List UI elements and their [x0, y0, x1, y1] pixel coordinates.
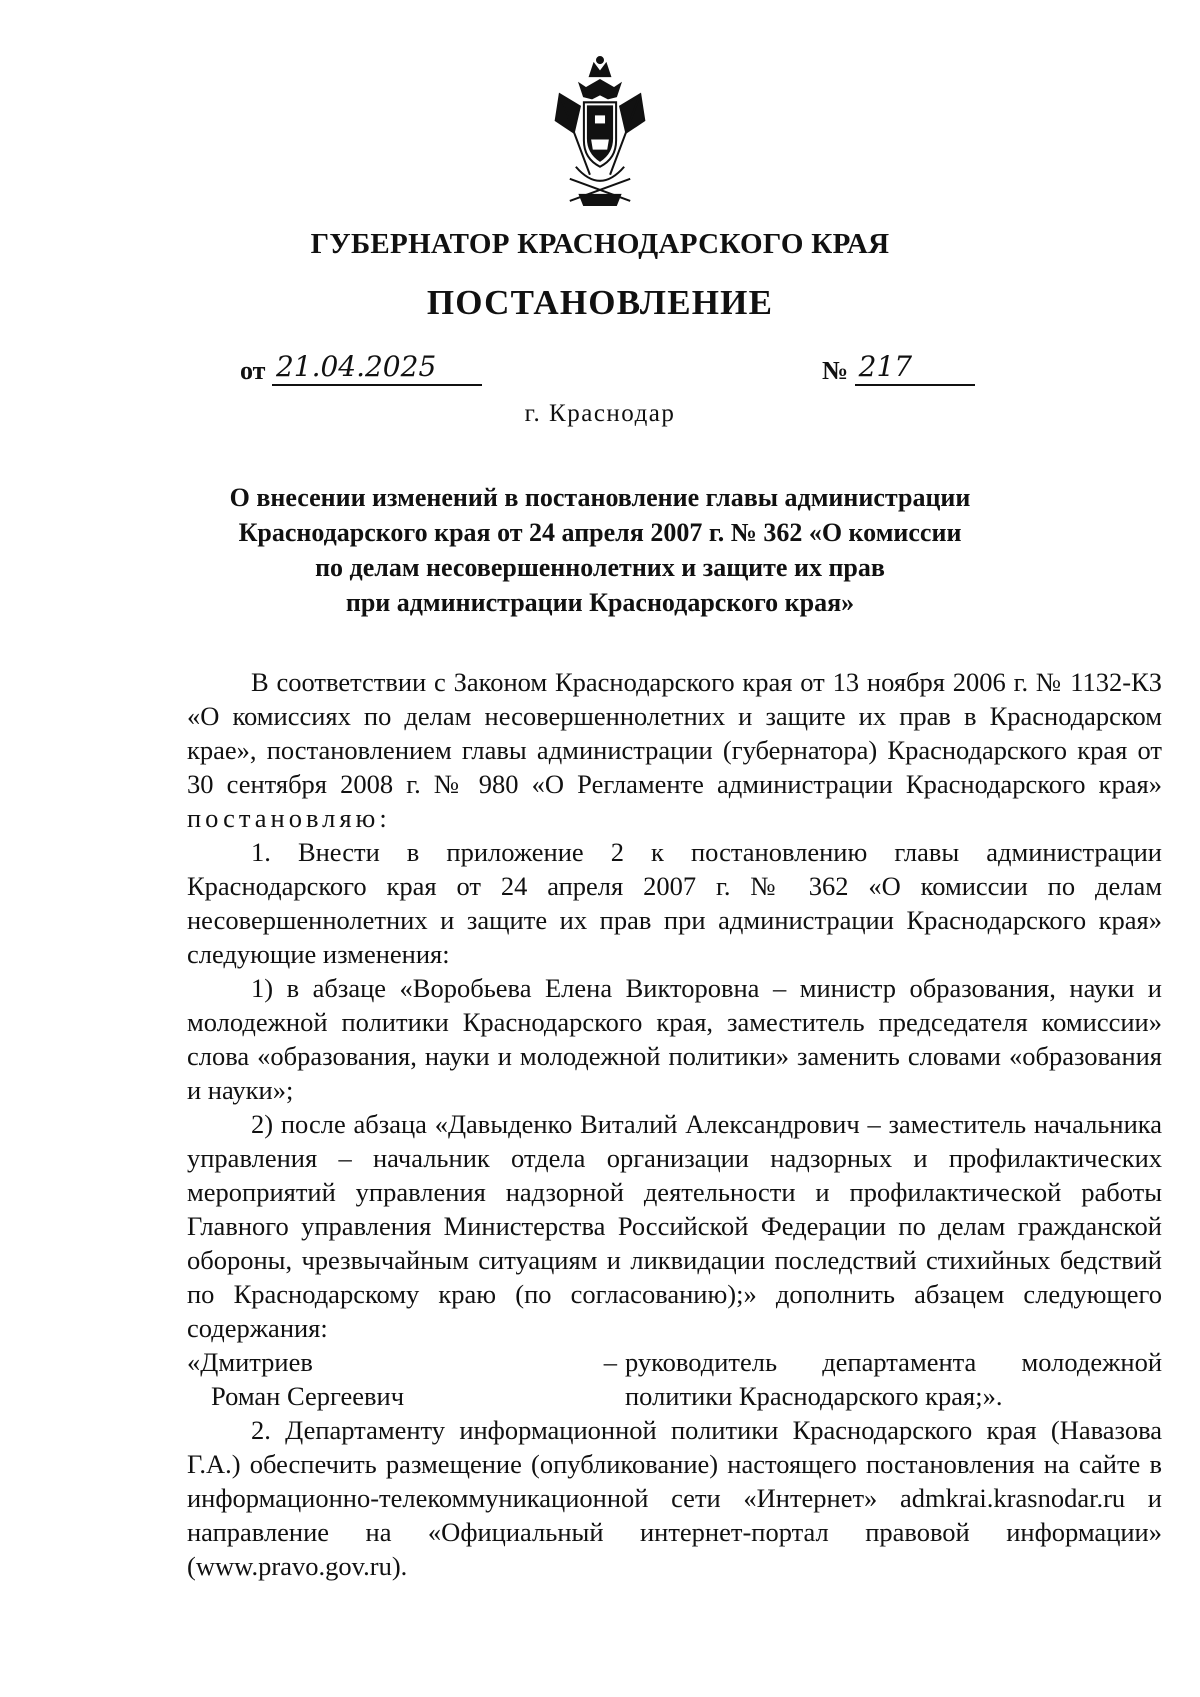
roster-entry: [187, 1345, 1162, 1413]
roster-name-line: «Дмитриев: [187, 1347, 313, 1377]
item-1-subitem-1: 1) в абзаце «Воробьева Елена Викторовна – министр образования, науки и молодежной политики Краснодарского края, заместитель председателя комиссии» слова «образования, науки и молодежной политики» заменить словами «образования и науки»;: [187, 973, 1162, 1105]
subject-line: по делам несовершеннолетних и защите их прав: [315, 553, 885, 582]
roster-dash: –: [603, 1347, 617, 1377]
subject-line: Краснодарского края от 24 апреля 2007 г. № 362 «О комиссии: [238, 518, 962, 547]
number-row: [822, 350, 975, 386]
roster-name: [187, 1345, 577, 1413]
city: г. Краснодар: [524, 400, 676, 427]
date-prefix: от: [240, 356, 266, 385]
resolve-word: постановляю:: [187, 803, 391, 833]
subject-line: при администрации Краснодарского края»: [345, 588, 855, 617]
item-1-subitem-2: 2) после абзаца «Давыденко Виталий Александрович – заместитель начальника управления – начальник отдела организации надзорных и профилактических мероприятий управления надзорной деятельности и профилактической работы Главного управления Министерства Российской Федерации по делам гражданской обороны, чрезвычайным ситуациям и ликвидации последствий стихийных бедствий по Краснодарскому краю (по согласованию);» дополнить абзацем следующего содержания:: [187, 1109, 1162, 1343]
item-1: 1. Внести в приложение 2 к постановлению главы администрации Краснодарского края от 24 апреля 2007 г. № 362 «О комиссии по делам несовершеннолетних и защите их прав при администрации Краснодарского края» следующие изменения:: [187, 837, 1162, 969]
document-type: ПОСТАНОВЛЕНИЕ: [426, 283, 774, 322]
date-field: 21.04.2025: [272, 350, 482, 386]
authority-title: ГУБЕРНАТОР КРАСНОДАРСКОГО КРАЯ: [310, 228, 890, 260]
document-body: [187, 665, 1162, 1583]
preamble-text: В соответствии с Законом Краснодарского края от 13 ноября 2006 г. № 1132-КЗ «О комиссиях по делам несовершеннолетних и защите их прав в Краснодарском крае», постановлением главы администрации (губернатора) Краснодарского края от 30 сентября 2008 г. № 980 «О Регламенте администрации Краснодарского края»: [187, 667, 1162, 799]
preamble-paragraph: [187, 665, 1162, 835]
subject-line: О внесении изменений в постановление главы администрации: [229, 483, 971, 512]
coat-of-arms-icon: [549, 54, 651, 210]
roster-role: руководитель департамента молодежной политики Краснодарского края;».: [625, 1347, 1162, 1411]
roster-name-line: Роман Сергеевич: [211, 1381, 405, 1411]
number-field: 217: [855, 350, 975, 386]
date-row: [240, 350, 482, 386]
number-prefix: №: [822, 356, 849, 385]
document-subject: [220, 480, 980, 620]
item-2: 2. Департаменту информационной политики Краснодарского края (Навазова Г.А.) обеспечить размещение (опубликование) настоящего постановления на сайте в информационно-телекоммуникационной сети «Интернет» admkrai.krasnodar.ru и направление на «Официальный интернет-портал правовой информации» (www.pravo.gov.ru).: [187, 1415, 1162, 1581]
